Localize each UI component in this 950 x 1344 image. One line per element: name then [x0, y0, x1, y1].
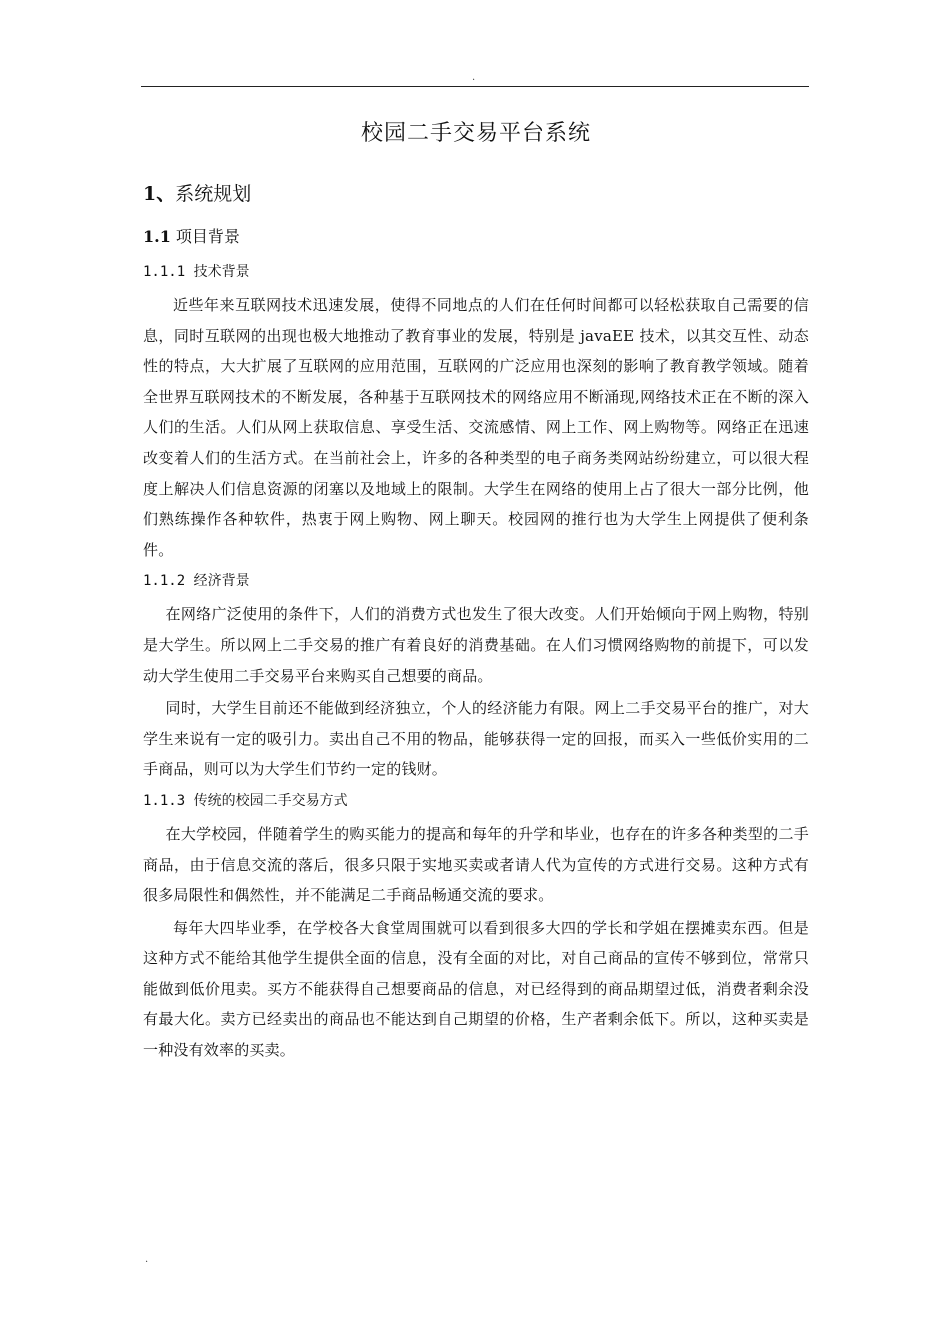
- section-heading-1-1-2: 1.1.2 经济背景: [143, 573, 250, 590]
- section-title: 系统规划: [175, 183, 252, 205]
- section-number: 1、: [143, 183, 176, 205]
- paragraph: 在大学校园，伴随着学生的购买能力的提高和每年的升学和毕业，也存在的许多各种类型的二手商品，由于信息交流的落后，很多只限于实地买卖或者请人代为宣传的方式进行交易。这种方式有很多局限性和偶然性，并不能满足二手商品畅通交流的要求。: [143, 824, 809, 905]
- section-heading-1: [143, 178, 809, 210]
- paragraph: 在网络广泛使用的条件下，人们的消费方式也发生了很大改变。人们开始倾向于网上购物，特别是大学生。所以网上二手交易的推广有着良好的消费基础。在人们习惯网络购物的前提下，可以发动大学生使用二手交易平台来购买自己想要的商品。: [143, 605, 809, 685]
- document-body: [143, 116, 809, 1066]
- paragraph: 近些年来互联网技术迅速发展，使得不同地点的人们在任何时间都可以轻松获取自己需要的信息，同时互联网的出现也极大地推动了教育事业的发展，特别是 javaEE 技术，以其交互性、动态性的特点，大大扩展了互联网的应用范围，互联网的广泛应用也深刻的影响了教育教学领域。随着全世界互联网技术的不断发展，各种基于互联网技术的网络应用不断涌现,网络技术正在不断的深入人们的生活。人们从网上获取信息、享受生活、交流感情、网上工作、网上购物等。网络正在迅速改变着人们的生活方式。在当前社会上，许多的各种类型的电子商务类网站纷纷建立，可以很大程度上解决人们信息资源的闭塞以及地域上的限制。大学生在网络的使用上占了很大一部分比例，他们熟练操作各种软件，热衷于网上购物、网上聊天。校园网的推行也为大学生上网提供了便利条件。: [143, 296, 809, 559]
- paragraph: 同时，大学生目前还不能做到经济独立，个人的经济能力有限。网上二手交易平台的推广，对大学生来说有一定的吸引力。卖出自己不用的物品，能够获得一定的回报，而买入一些低价实用的二手商品，则可以为大学生们节约一定的钱财。: [143, 699, 809, 779]
- header-rule: [141, 86, 809, 87]
- section-title: 项目背景: [170, 227, 240, 246]
- section-number: 1.1: [143, 227, 171, 246]
- section-heading-1-1-3: 1.1.3 传统的校园二手交易方式: [143, 792, 348, 809]
- section-heading-1-1-1: 1.1.1 技术背景: [143, 264, 250, 280]
- document-title: 校园二手交易平台系统: [360, 121, 591, 146]
- section-heading-1-1: [143, 224, 809, 250]
- header-mark: .: [472, 72, 476, 83]
- footer-mark: .: [145, 1254, 149, 1265]
- paragraph: 每年大四毕业季，在学校各大食堂周围就可以看到很多大四的学长和学姐在摆摊卖东西。但是这种方式不能给其他学生提供全面的信息，没有全面的对比，对自己商品的宣传不够到位，常常只能做到低价甩卖。买方不能获得自己想要商品的信息，对已经得到的商品期望过低，消费者剩余没有最大化。卖方已经卖出的商品也不能达到自己期望的价格，生产者剩余低下。所以，这种买卖是一种没有效率的买卖。: [143, 918, 809, 1060]
